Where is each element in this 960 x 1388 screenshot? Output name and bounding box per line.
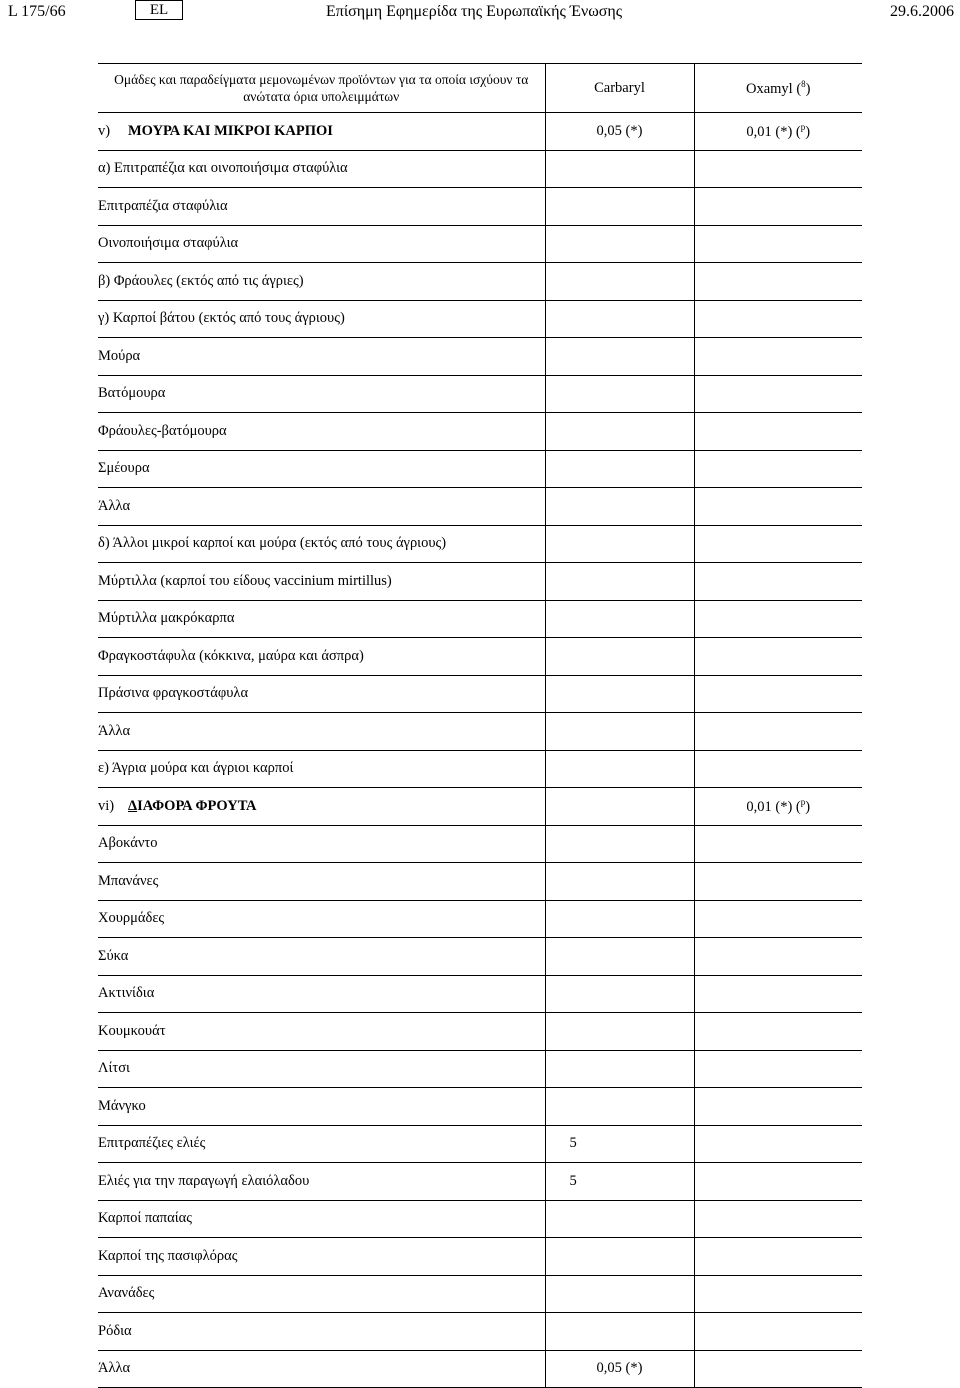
oxamyl-cell bbox=[694, 488, 862, 526]
carbaryl-cell bbox=[545, 413, 694, 451]
table-row bbox=[98, 525, 862, 563]
table-row bbox=[98, 225, 862, 263]
column-header-carbaryl: Carbaryl bbox=[545, 64, 694, 113]
product-cell: Κουμκουάτ bbox=[98, 1013, 545, 1051]
carbaryl-cell: 5 bbox=[545, 1163, 694, 1201]
table-row bbox=[98, 375, 862, 413]
product-cell: Μπανάνες bbox=[98, 863, 545, 901]
carbaryl-cell bbox=[545, 750, 694, 788]
table-row bbox=[98, 600, 862, 638]
carbaryl-cell bbox=[545, 525, 694, 563]
table-row bbox=[98, 338, 862, 376]
table-row bbox=[98, 750, 862, 788]
oxamyl-cell bbox=[694, 1238, 862, 1276]
oxamyl-cell bbox=[694, 900, 862, 938]
table-row bbox=[98, 863, 862, 901]
oxamyl-cell bbox=[694, 113, 862, 151]
group-label-initial: Δ bbox=[128, 797, 138, 814]
carbaryl-cell bbox=[545, 188, 694, 226]
oxamyl-cell bbox=[694, 863, 862, 901]
product-cell: Σμέουρα bbox=[98, 450, 545, 488]
product-cell: Καρποί παπαίας bbox=[98, 1200, 545, 1238]
product-cell: Ανανάδες bbox=[98, 1275, 545, 1313]
product-cell bbox=[98, 113, 545, 151]
table-row bbox=[98, 263, 862, 301]
carbaryl-cell bbox=[545, 713, 694, 751]
oxamyl-cell bbox=[694, 713, 862, 751]
oxamyl-cell bbox=[694, 263, 862, 301]
table-row bbox=[98, 1163, 862, 1201]
carbaryl-cell bbox=[545, 1200, 694, 1238]
carbaryl-cell: 0,05 (*) bbox=[545, 1350, 694, 1388]
column-header-oxamyl: Oxamyl ($^8$) bbox=[694, 64, 862, 113]
table-row bbox=[98, 188, 862, 226]
product-cell: Άλλα bbox=[98, 713, 545, 751]
group-label: ΜΟΥΡΑ ΚΑΙ ΜΙΚΡΟΙ ΚΑΡΠΟΙ bbox=[128, 122, 333, 139]
product-cell: Λίτσι bbox=[98, 1050, 545, 1088]
product-cell: Άλλα bbox=[98, 1350, 545, 1388]
table-row bbox=[98, 713, 862, 751]
product-cell: Φραγκοστάφυλα (κόκκινα, μαύρα και άσπρα) bbox=[98, 638, 545, 676]
carbaryl-cell bbox=[545, 825, 694, 863]
table-row bbox=[98, 900, 862, 938]
language-code-box: EL bbox=[135, 0, 183, 20]
oxamyl-cell bbox=[694, 1163, 862, 1201]
carbaryl-cell bbox=[545, 263, 694, 301]
product-cell: Επιτραπέζιες ελιές bbox=[98, 1125, 545, 1163]
issue-date: 29.6.2006 bbox=[890, 3, 954, 20]
product-cell: α) Επιτραπέζια και οινοποιήσιμα σταφύλια bbox=[98, 150, 545, 188]
carbaryl-cell: 0,05 (*) bbox=[545, 113, 694, 151]
carbaryl-cell bbox=[545, 900, 694, 938]
oxamyl-header-text: Oxamyl bbox=[745, 80, 793, 97]
product-cell: Μύρτιλλα μακρόκαρπα bbox=[98, 600, 545, 638]
table-row bbox=[98, 1125, 862, 1163]
product-cell: δ) Άλλοι μικροί καρποί και μούρα (εκτός από τους άγριους) bbox=[98, 525, 545, 563]
carbaryl-cell bbox=[545, 375, 694, 413]
carbaryl-cell bbox=[545, 1013, 694, 1051]
carbaryl-cell: 5 bbox=[545, 1125, 694, 1163]
carbaryl-cell bbox=[545, 1050, 694, 1088]
product-cell: Φράουλες-βατόμουρα bbox=[98, 413, 545, 451]
table-row bbox=[98, 1238, 862, 1276]
carbaryl-cell bbox=[545, 488, 694, 526]
oxamyl-cell bbox=[694, 975, 862, 1013]
oxamyl-cell bbox=[694, 300, 862, 338]
oxamyl-footnote: p bbox=[800, 121, 806, 132]
oxamyl-cell bbox=[694, 413, 862, 451]
table-row bbox=[98, 1200, 862, 1238]
page-header bbox=[0, 0, 960, 28]
product-cell: Πράσινα φραγκοστάφυλα bbox=[98, 675, 545, 713]
oxamyl-cell bbox=[694, 375, 862, 413]
oxamyl-cell bbox=[694, 1125, 862, 1163]
oxamyl-header-footnote: 8 bbox=[801, 78, 806, 89]
journal-title: Επίσημη Εφημερίδα της Ευρωπαϊκής Ένωσης bbox=[326, 3, 623, 20]
oxamyl-cell bbox=[694, 150, 862, 188]
oxamyl-cell bbox=[694, 788, 862, 826]
table-row bbox=[98, 1313, 862, 1351]
product-cell: Σύκα bbox=[98, 938, 545, 976]
product-cell: Καρποί της πασιφλόρας bbox=[98, 1238, 545, 1276]
oxamyl-value-end: ) bbox=[805, 123, 811, 140]
oxamyl-cell bbox=[694, 1350, 862, 1388]
product-cell: Επιτραπέζια σταφύλια bbox=[98, 188, 545, 226]
carbaryl-cell bbox=[545, 938, 694, 976]
table-row bbox=[98, 450, 862, 488]
oxamyl-value-end: ) bbox=[805, 798, 811, 815]
table-row bbox=[98, 413, 862, 451]
residue-limits-table bbox=[98, 63, 862, 1388]
page-number: L 175/66 bbox=[8, 3, 66, 20]
carbaryl-cell bbox=[545, 600, 694, 638]
table-row bbox=[98, 1088, 862, 1126]
product-cell: Μύρτιλλα (καρποί του είδους vaccinium mirtillus) bbox=[98, 563, 545, 601]
table-row bbox=[98, 1013, 862, 1051]
table-row bbox=[98, 488, 862, 526]
product-cell bbox=[98, 788, 545, 826]
carbaryl-cell bbox=[545, 1238, 694, 1276]
carbaryl-cell bbox=[545, 863, 694, 901]
carbaryl-cell bbox=[545, 1275, 694, 1313]
oxamyl-value: 0,01 (*) ( bbox=[746, 123, 801, 140]
table-row bbox=[98, 788, 862, 826]
oxamyl-cell bbox=[694, 338, 862, 376]
oxamyl-cell bbox=[694, 563, 862, 601]
table-row bbox=[98, 825, 862, 863]
table-row bbox=[98, 1275, 862, 1313]
carbaryl-cell bbox=[545, 300, 694, 338]
carbaryl-cell bbox=[545, 638, 694, 676]
oxamyl-cell bbox=[694, 1013, 862, 1051]
oxamyl-cell bbox=[694, 600, 862, 638]
table-row bbox=[98, 1350, 862, 1388]
column-header-products: Ομάδες και παραδείγματα μεμονωμένων προϊόντων για τα οποία ισχύουν τα ανώτατα όρια υπολειμμάτων bbox=[98, 64, 545, 113]
carbaryl-cell bbox=[545, 675, 694, 713]
product-cell: Χουρμάδες bbox=[98, 900, 545, 938]
oxamyl-value: 0,01 (*) ( bbox=[746, 798, 801, 815]
group-label: ΙΑΦΟΡΑ ΦΡΟΥΤΑ bbox=[137, 797, 257, 814]
product-cell: Βατόμουρα bbox=[98, 375, 545, 413]
product-cell: Οινοποιήσιμα σταφύλια bbox=[98, 225, 545, 263]
group-code: vi) bbox=[98, 797, 115, 814]
table-row bbox=[98, 1050, 862, 1088]
oxamyl-cell bbox=[694, 525, 862, 563]
oxamyl-cell bbox=[694, 1088, 862, 1126]
oxamyl-footnote: p bbox=[800, 796, 806, 807]
product-cell: Ελιές για την παραγωγή ελαιόλαδου bbox=[98, 1163, 545, 1201]
oxamyl-cell bbox=[694, 225, 862, 263]
carbaryl-cell bbox=[545, 788, 694, 826]
carbaryl-cell bbox=[545, 1088, 694, 1126]
table-row bbox=[98, 150, 862, 188]
oxamyl-cell bbox=[694, 1200, 862, 1238]
table-row bbox=[98, 975, 862, 1013]
product-cell: Ρόδια bbox=[98, 1313, 545, 1351]
oxamyl-cell bbox=[694, 450, 862, 488]
carbaryl-cell bbox=[545, 975, 694, 1013]
oxamyl-cell bbox=[694, 1313, 862, 1351]
table-row bbox=[98, 300, 862, 338]
product-cell: ε) Άγρια μούρα και άγριοι καρποί bbox=[98, 750, 545, 788]
oxamyl-cell bbox=[694, 675, 862, 713]
carbaryl-cell bbox=[545, 563, 694, 601]
carbaryl-cell bbox=[545, 225, 694, 263]
table-row bbox=[98, 938, 862, 976]
table-row bbox=[98, 563, 862, 601]
product-cell: Ακτινίδια bbox=[98, 975, 545, 1013]
oxamyl-cell bbox=[694, 1275, 862, 1313]
oxamyl-cell bbox=[694, 1050, 862, 1088]
oxamyl-cell bbox=[694, 825, 862, 863]
carbaryl-cell bbox=[545, 1313, 694, 1351]
oxamyl-cell bbox=[694, 750, 862, 788]
product-cell: γ) Καρποί βάτου (εκτός από τους άγριους) bbox=[98, 300, 545, 338]
carbaryl-cell bbox=[545, 150, 694, 188]
table-row bbox=[98, 675, 862, 713]
product-cell: Άλλα bbox=[98, 488, 545, 526]
table-header-row bbox=[98, 64, 862, 113]
group-code: v) bbox=[98, 122, 111, 139]
table-row bbox=[98, 113, 862, 151]
oxamyl-cell bbox=[694, 638, 862, 676]
table-row bbox=[98, 638, 862, 676]
oxamyl-cell bbox=[694, 188, 862, 226]
product-cell: β) Φράουλες (εκτός από τις άγριες) bbox=[98, 263, 545, 301]
product-cell: Αβοκάντο bbox=[98, 825, 545, 863]
carbaryl-cell bbox=[545, 450, 694, 488]
carbaryl-cell bbox=[545, 338, 694, 376]
product-cell: Μάνγκο bbox=[98, 1088, 545, 1126]
oxamyl-cell bbox=[694, 938, 862, 976]
product-cell: Μούρα bbox=[98, 338, 545, 376]
